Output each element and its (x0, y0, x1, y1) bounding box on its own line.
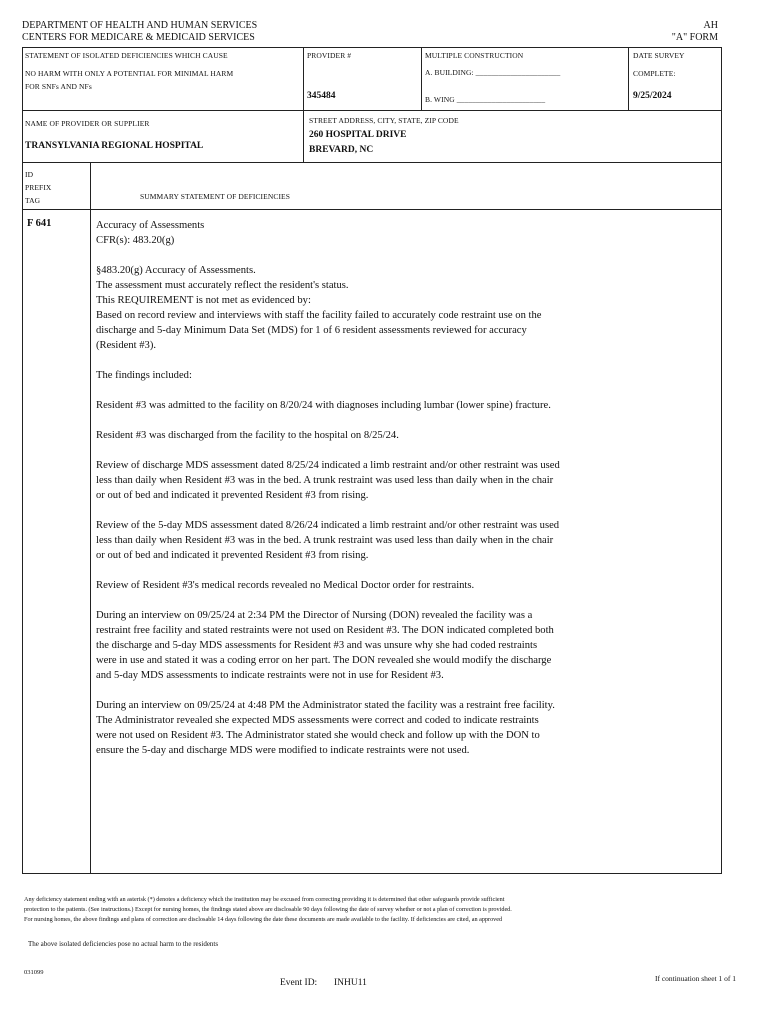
tag-col-divider (90, 162, 91, 874)
row1-divider (22, 110, 722, 111)
id-prefix-tag-label (25, 168, 51, 207)
form-number: 031099 (24, 969, 44, 976)
provider-name: TRANSYLVANIA REGIONAL HOSPITAL (25, 141, 204, 151)
address-label: STREET ADDRESS, CITY, STATE, ZIP CODE (309, 116, 459, 125)
prefix-label: PREFIX (25, 183, 52, 192)
deficiency-paragraph-8: During an interview on 09/25/24 at 2:34 PM the Director of Nursing (DON) revealed the facility was a restraint free facility and stated restraints were not used on Resident #3. The DON indicated completed both the discharge and 5-day MDS assessments for Resident #3 and was unsure why she had coded restraints were in use and stated it was a coding error on her part. The DON revealed she would modify the discharge and 5-day MDS assessments to indicate restraints were not in use for Resident #3. (96, 610, 554, 681)
department-title (22, 20, 257, 44)
form-identifier (672, 20, 718, 44)
deficiency-paragraph-2: The findings included: (96, 370, 192, 381)
form-top-border (22, 47, 722, 48)
tag-label: TAG (25, 196, 41, 205)
date-col-divider (628, 47, 629, 110)
deficiency-paragraph-7: Review of Resident #3's medical records revealed no Medical Doctor order for restraints. (96, 580, 475, 591)
deficiency-paragraph-6: Review of the 5-day MDS assessment dated 8/26/24 indicated a limb restraint and/or other restraint was used less than daily when Resident #3 was in the bed. A trunk restraint was used less than daily when in the chair or out of bed and indicated it prevented Resident #3 from rising. (96, 520, 560, 561)
isolated-note: The above isolated deficiencies pose no actual harm to the residents (28, 940, 219, 948)
disclaimer (24, 895, 744, 925)
id-label: ID (25, 170, 34, 179)
dept-line2: CENTERS FOR MEDICARE & MEDICAID SERVICES (22, 32, 255, 43)
summary-label: SUMMARY STATEMENT OF DEFICIENCIES (140, 192, 291, 201)
event-id-value: INHU11 (333, 978, 367, 988)
construction-col-divider (421, 47, 422, 110)
deficiency-title: Accuracy of Assessments CFR(s): 483.20(g) (96, 220, 205, 246)
form-code: AH (703, 20, 718, 31)
event-id-label: Event ID: (280, 978, 318, 988)
provider-name-label: NAME OF PROVIDER OR SUPPLIER (25, 119, 150, 128)
disclaimer-line3: For nursing homes, the above findings and plans of correction are disclosable 14 days following the date these documents are made available to the facility. If deficiencies are cited, an approved (24, 916, 503, 923)
harm-line2: FOR SNFs AND NFs (25, 82, 92, 91)
dept-line1: DEPARTMENT OF HEALTH AND HUMAN SERVICES (22, 20, 258, 31)
building-label: A. BUILDING: ______________________ (425, 68, 561, 77)
event-id (280, 978, 367, 988)
provider-col-divider (303, 47, 304, 162)
survey-date: 9/25/2024 (633, 91, 672, 101)
form-name: "A" FORM (671, 32, 718, 43)
address-line2: BREVARD, NC (309, 145, 374, 155)
header-bottom-border (22, 209, 722, 210)
continuation-note: If continuation sheet 1 of 1 (654, 974, 736, 983)
disclaimer-line2: protection to the patients. (See instructions.) Except for nursing homes, the findings stated above are disclosable 90 days following the date of survey whether or not a plan of correction is provided. (24, 906, 512, 913)
deficiency-tag: F 641 (27, 218, 52, 229)
harm-line1: NO HARM WITH ONLY A POTENTIAL FOR MINIMAL HARM (25, 69, 234, 78)
multiple-construction-label: MULTIPLE CONSTRUCTION (425, 51, 524, 60)
wing-label: B. WING _______________________ (425, 95, 546, 104)
row2-divider (22, 162, 722, 163)
deficiency-paragraph-3: Resident #3 was admitted to the facility on 8/20/24 with diagnoses including lumbar (lower spine) fracture. (96, 400, 551, 411)
deficiency-paragraph-5: Review of discharge MDS assessment dated 8/25/24 indicated a limb restraint and/or other restraint was used less than daily when Resident #3 was in the bed. A trunk restraint was used less than daily when in the chair or out of bed and indicated it prevented Resident #3 from rising. (96, 460, 560, 501)
complete-label: COMPLETE: (633, 69, 676, 78)
deficiency-statement (96, 218, 716, 773)
statement-label: STATEMENT OF ISOLATED DEFICIENCIES WHICH CAUSE (25, 51, 228, 60)
provider-number: 345484 (307, 91, 336, 101)
date-survey-label: DATE SURVEY (633, 51, 685, 60)
body-bottom-border (22, 873, 722, 874)
deficiency-paragraph-9: During an interview on 09/25/24 at 4:48 PM the Administrator stated the facility was a restraint free facility. The Administrator revealed she expected MDS assessments were correct and coded to indicate restraints were not used on Resident #3. The Administrator stated she would check and follow up with the DON to ensure the 5-day and discharge MDS were modified to indicate restraints were not used. (96, 700, 555, 756)
disclaimer-line1: Any deficiency statement ending with an asterisk (*) denotes a deficiency which the institution may be excused from correcting providing it is determined that other safeguards provide sufficient (24, 896, 505, 903)
deficiency-paragraph-1: §483.20(g) Accuracy of Assessments. The assessment must accurately reflect the resident's status. This REQUIREMENT is not met as evidenced by: Based on record review and interviews with staff the facility failed to accurately code restraint use on the discharge and 5-day Minimum Data Set (MDS) for 1 of 6 resident assessments reviewed for accuracy (Resident #3). (96, 265, 542, 351)
provider-label: PROVIDER # (307, 51, 352, 60)
form-left-border (22, 47, 23, 874)
deficiency-paragraph-4: Resident #3 was discharged from the facility to the hospital on 8/25/24. (96, 430, 399, 441)
form-right-border (721, 47, 722, 874)
address-line1: 260 HOSPITAL DRIVE (309, 130, 407, 140)
